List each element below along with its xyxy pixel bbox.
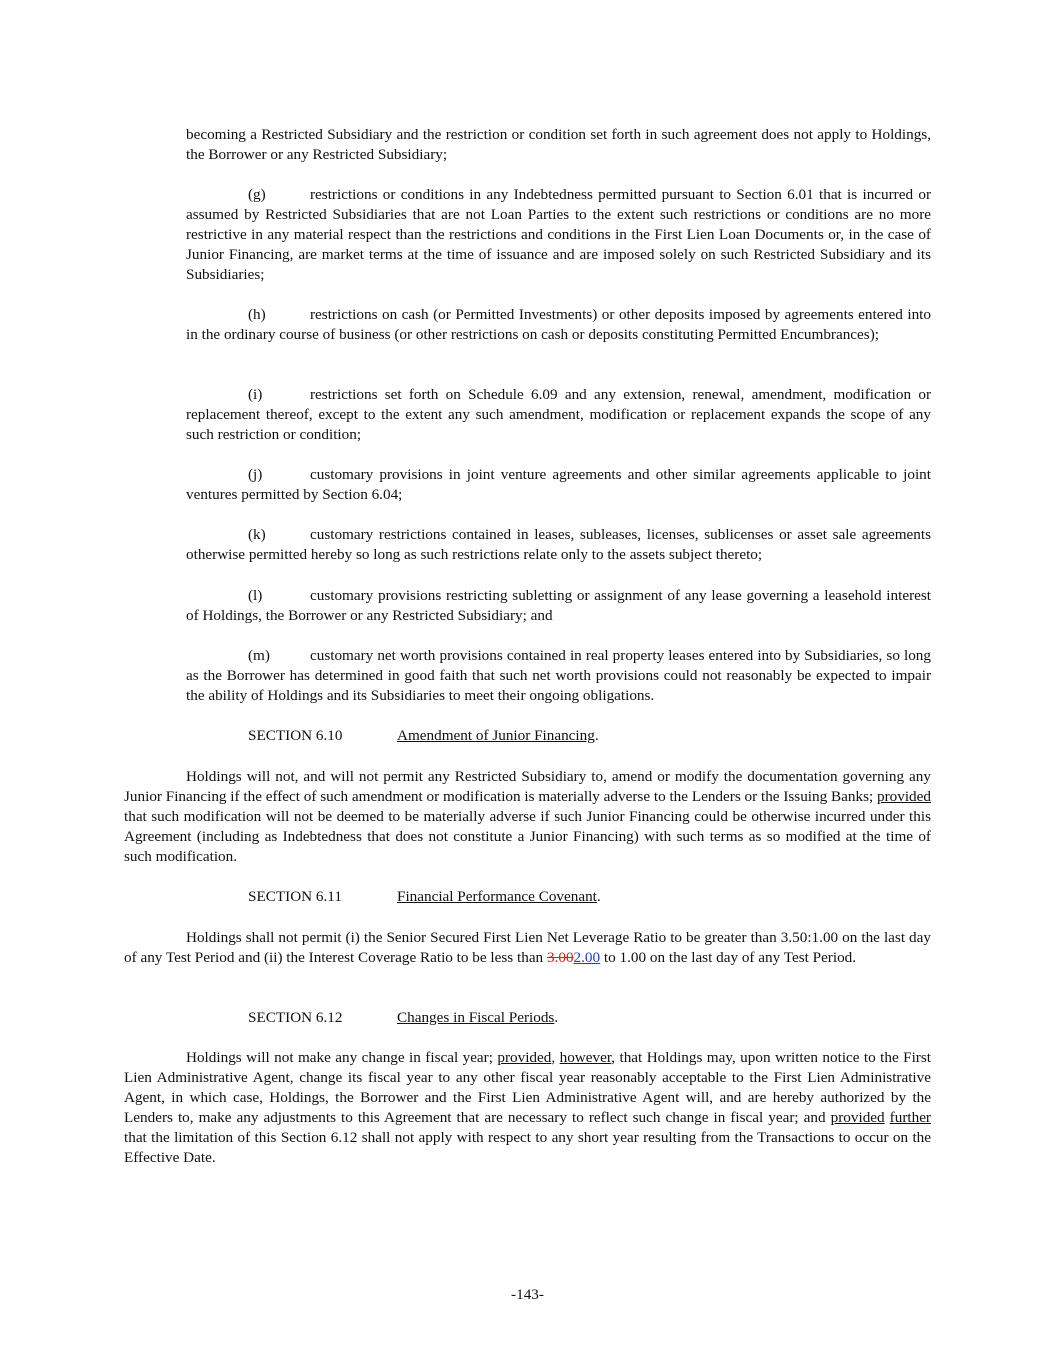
- clause-marker: (m): [248, 647, 270, 664]
- clause-m: [186, 646, 931, 706]
- heading-period: .: [554, 1009, 559, 1026]
- clause-h: [186, 305, 931, 345]
- clause-k: [186, 525, 931, 565]
- however-term: however: [559, 1049, 612, 1066]
- clause-text: restrictions set forth on Schedule 6.09 and any extension, renewal, amendment, modification or replacement thereof, except to the extent any such amendment, modification or replacement expands the scope of any such restriction or condition;: [186, 386, 931, 443]
- section-6-11-heading: [248, 887, 601, 907]
- provided-term: provided: [497, 1049, 552, 1066]
- clause-j: [186, 465, 931, 505]
- section-6-12-heading: [248, 1008, 558, 1028]
- page-number: -143-: [511, 1286, 544, 1303]
- clause-text: customary provisions restricting subletting or assignment of any lease governing a leasehold interest of Holdings, the Borrower or any Restricted Subsidiary; and: [186, 587, 931, 624]
- clause-marker: (i): [248, 386, 263, 403]
- clause-text: customary provisions in joint venture agreements and other similar agreements applicable to joint ventures permitted by Section 6.04;: [186, 466, 931, 503]
- clause-marker: (j): [248, 466, 263, 483]
- heading-period: .: [596, 888, 601, 905]
- body-text: to 1.00 on the last day of any Test Period.: [600, 948, 857, 966]
- body-text: that the limitation of this Section 6.12 shall not apply with respect to any short year resulting from the Transactions to occur on the Effective Date.: [124, 1128, 931, 1166]
- clause-text: restrictions on cash (or Permitted Investments) or other deposits imposed by agreements entered into in the ordinary course of business (or other restrictions on cash or deposits constituting Permitted Encumbrances);: [186, 306, 931, 343]
- section-number: SECTION 6.11: [248, 888, 342, 905]
- section-number: SECTION 6.10: [248, 727, 343, 744]
- body-text: Holdings will not, and will not permit any Restricted Subsidiary to, amend or modify the documentation governing any Junior Financing if the effect of such amendment or modification is materially adverse to the Lenders or the Issuing Banks;: [124, 768, 931, 805]
- heading-period: .: [594, 727, 599, 744]
- section-6-10-body: [124, 767, 931, 867]
- deleted-ratio: 3.00: [546, 948, 574, 966]
- clause-text: customary net worth provisions contained in real property leases entered into by Subsidiaries, so long as the Borrower has determined in good faith that such net worth provisions could not reasonably be expected to impair the ability of Holdings and its Subsidiaries to meet their ongoing obligations.: [186, 647, 931, 704]
- provided-term: provided: [830, 1108, 885, 1126]
- provided-term: provided: [877, 787, 931, 805]
- clause-g: [186, 185, 931, 285]
- section-title: Amendment of Junior Financing: [397, 727, 595, 744]
- body-text: Holdings shall not permit (i) the Senior Secured First Lien Net Leverage Ratio to be greater than 3.50:1.00 on the last day of any Test Period and (ii) the Interest Coverage Ratio to be less than: [124, 929, 931, 966]
- clause-marker: (g): [248, 186, 266, 203]
- section-6-12-body: [124, 1048, 931, 1167]
- section-6-10-heading: [248, 726, 599, 746]
- body-text: that such modification will not be deemed to be materially adverse if such Junior Financing could be otherwise incurred under this Agreement (including as Indebtedness that does not constitute a Junior Financing) with such terms as so modified at the time of such modification.: [124, 807, 931, 865]
- body-text: , that Holdings may, upon written notice to the First Lien Administrative Agent, change its fiscal year to any other fiscal year reasonably acceptable to the First Lien Administrative Agent, in which case, Holdings, the Borrower and the First Lien Administrative Agent will, and are hereby authorized by the Lenders to, make any adjustments to this Agreement that are necessary to reflect such change in fiscal year; and: [124, 1049, 931, 1126]
- clause-l: [186, 586, 931, 626]
- clause-i: [186, 385, 931, 445]
- section-title: Financial Performance Covenant: [397, 888, 597, 905]
- clause-marker: (l): [248, 587, 263, 604]
- section-title: Changes in Fiscal Periods: [397, 1009, 555, 1026]
- continuation-paragraph: becoming a Restricted Subsidiary and the restriction or condition set forth in such agreement does not apply to Holdings, the Borrower or any Restricted Subsidiary;: [186, 126, 931, 163]
- further-term: further: [889, 1108, 931, 1126]
- clause-marker: (k): [248, 526, 266, 543]
- inserted-ratio: 2.00: [573, 948, 601, 966]
- section-number: SECTION 6.12: [248, 1009, 343, 1026]
- body-text: ,: [551, 1049, 560, 1066]
- body-text: Holdings will not make any change in fiscal year;: [186, 1049, 498, 1066]
- clause-text: restrictions or conditions in any Indebtedness permitted pursuant to Section 6.01 that is incurred or assumed by Restricted Subsidiaries that are not Loan Parties to the extent such restrictions or conditions are no more restrictive in any material respect than the restrictions and conditions in the First Lien Loan Documents or, in the case of Junior Financing, are market terms at the time of issuance and are imposed solely on such Restricted Subsidiary and its Subsidiaries;: [186, 186, 931, 283]
- clause-text: customary restrictions contained in leases, subleases, licenses, sublicenses or asset sale agreements otherwise permitted hereby so long as such restrictions relate only to the assets subject thereto;: [186, 526, 931, 563]
- section-6-11-body: [124, 928, 931, 968]
- clause-marker: (h): [248, 306, 266, 323]
